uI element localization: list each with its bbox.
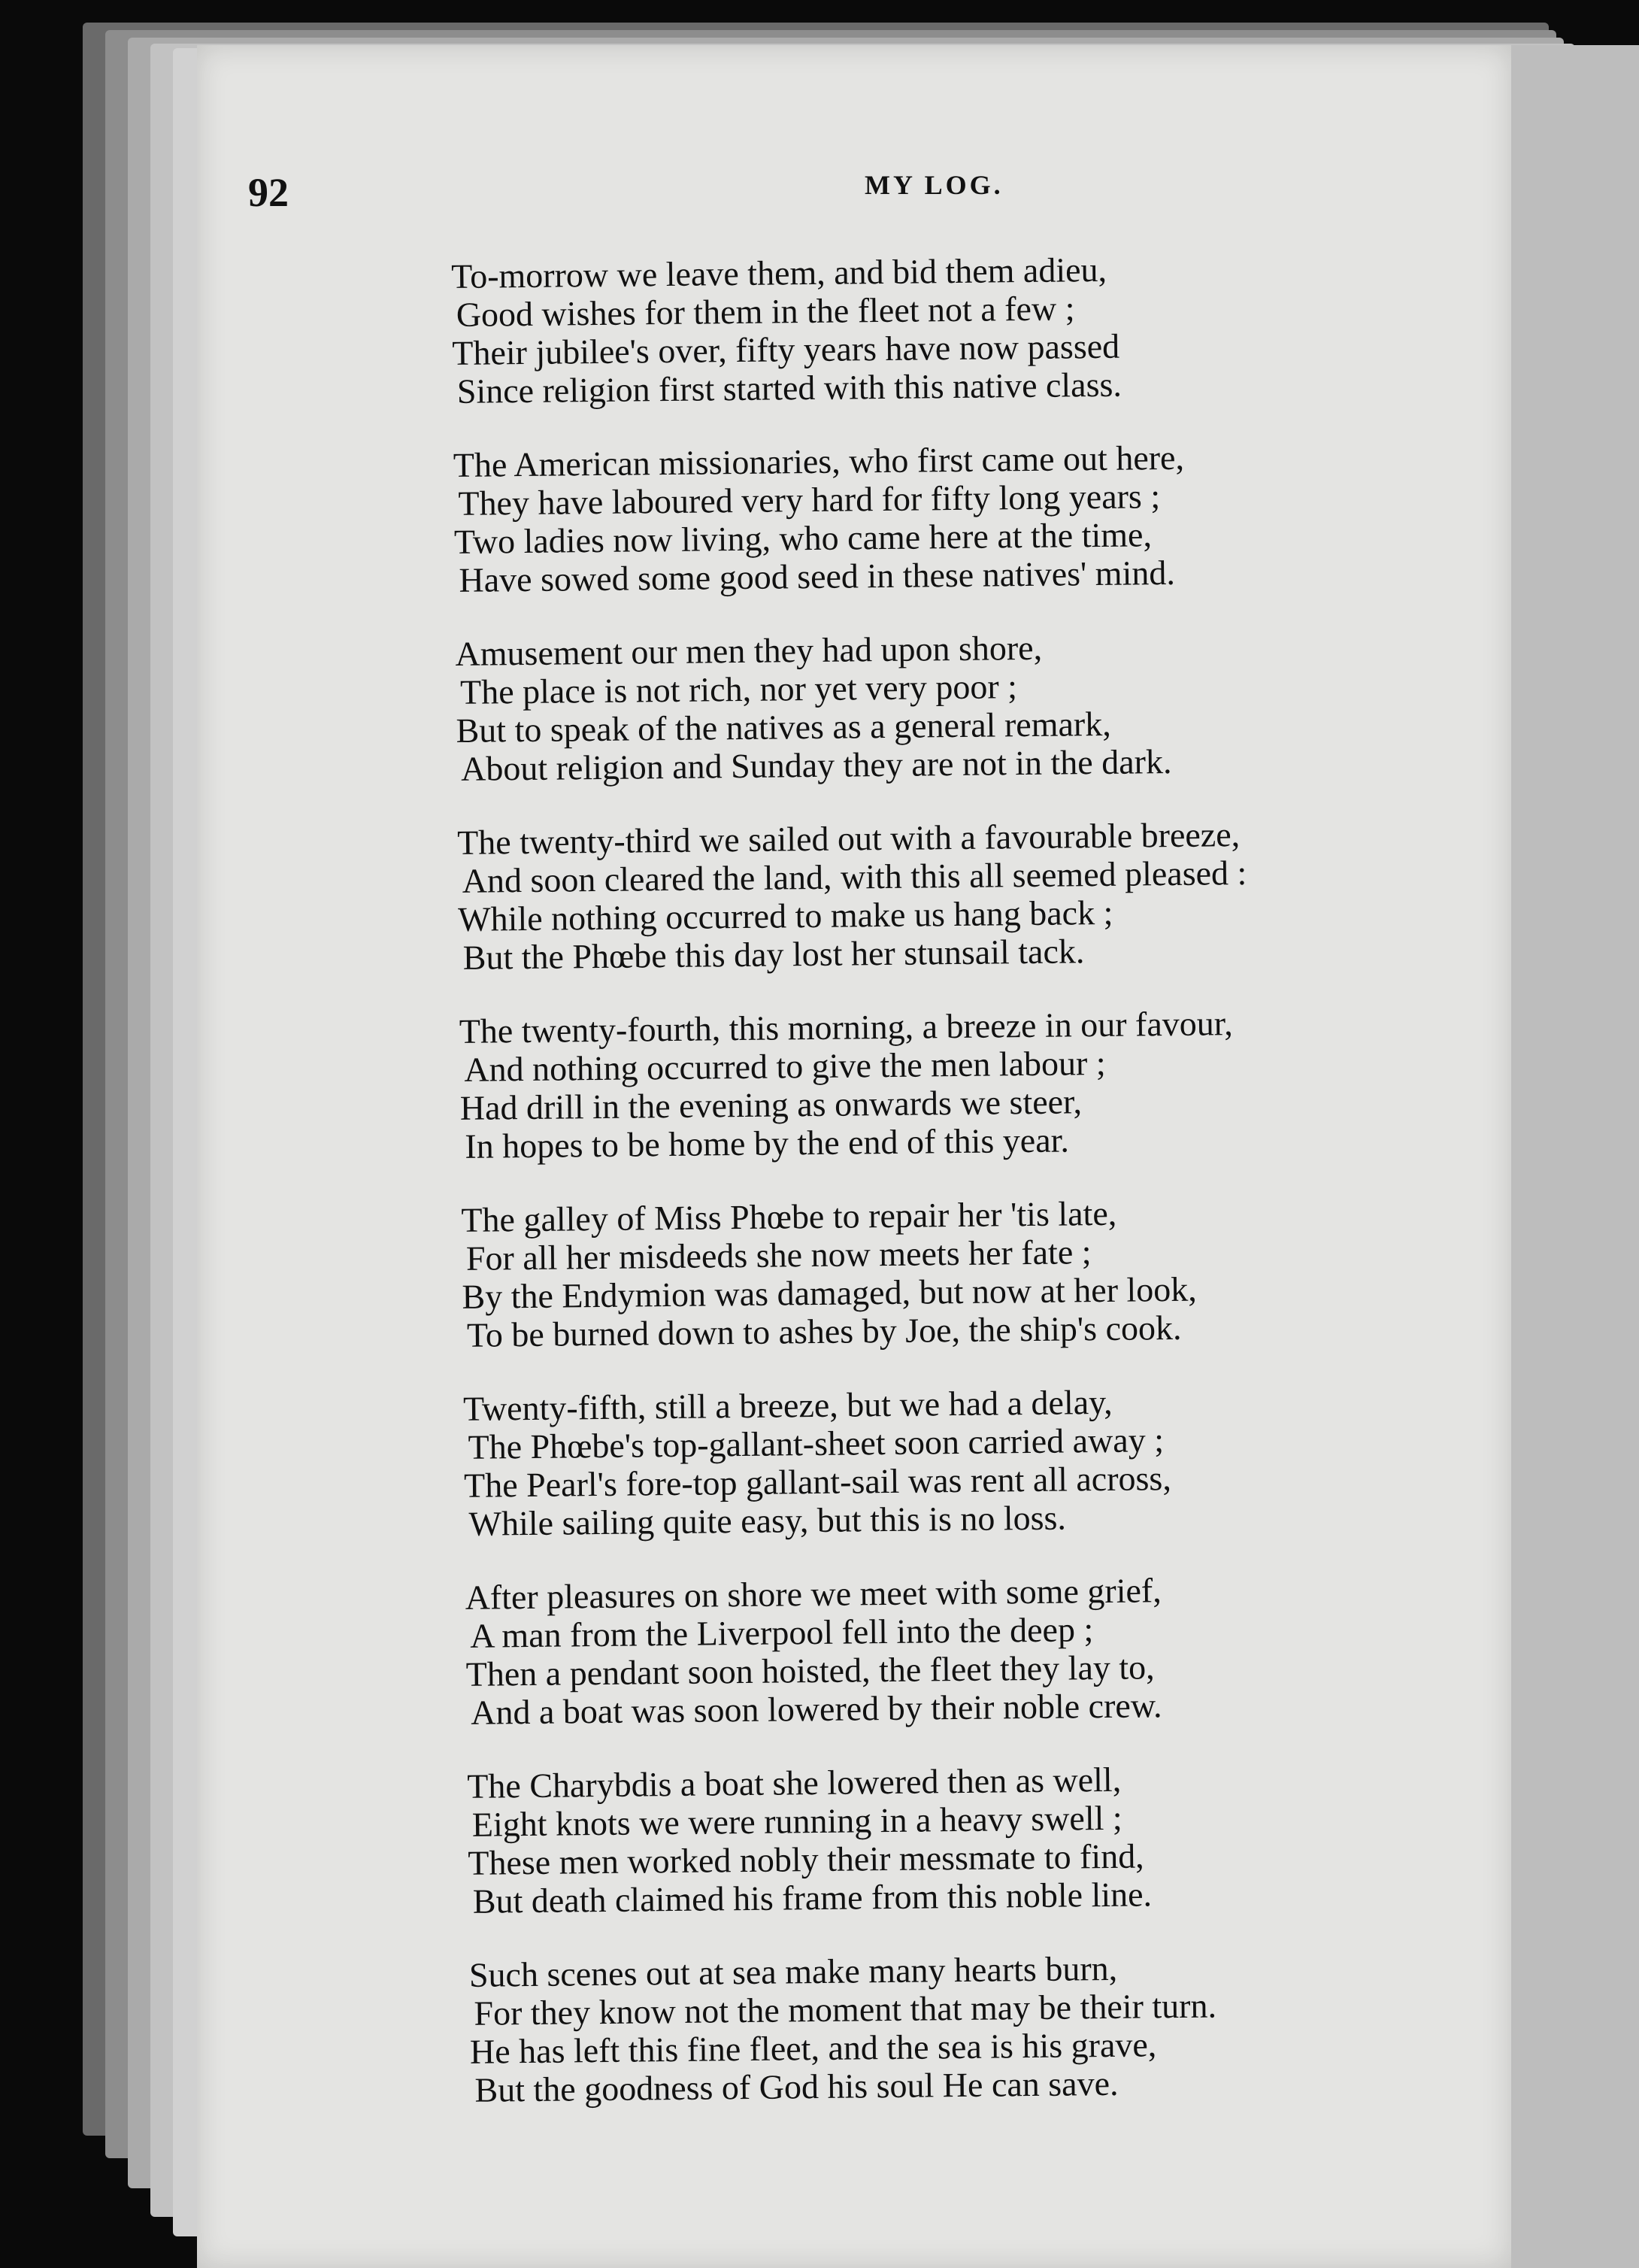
poem-line: Had drill in the evening as onwards we steer,: [459, 1082, 1083, 1127]
poem-line: These men worked nobly their messmate to find,: [468, 1836, 1144, 1882]
poem-line: The place is not rich, nor yet very poor ;: [459, 667, 1018, 711]
poem-line: Amusement our men they had upon shore,: [455, 628, 1043, 673]
page-number: 92: [248, 170, 289, 215]
poem-line: About religion and Sunday they are not in the dark.: [460, 742, 1172, 788]
poem-line: The twenty-fourth, this morning, a breeze in our favour,: [459, 1004, 1234, 1051]
facing-page-edge: [1511, 45, 1639, 2268]
poem-line: The American missionaries, who first came out here,: [453, 438, 1185, 484]
poem-line: While sailing quite easy, but this is no loss.: [468, 1498, 1067, 1543]
poem-line: Twenty-fifth, still a breeze, but we had a delay,: [462, 1382, 1113, 1428]
poem-line: Then a pendant soon hoisted, the fleet they lay to,: [465, 1648, 1155, 1693]
stanza: [453, 435, 1492, 599]
stanza: [457, 813, 1496, 977]
poem-line: After pleasures on shore we meet with some grief,: [465, 1571, 1162, 1617]
poem-line: But the goodness of God his soul He can save.: [474, 2063, 1119, 2109]
poem-line: Their jubilee's over, fifty years have now passed: [452, 326, 1120, 372]
poem-line: But death claimed his frame from this noble line.: [472, 1875, 1153, 1921]
poem-line: For all her misdeeds she now meets her fate ;: [465, 1233, 1092, 1278]
poem-line: He has left this fine fleet, and the sea is his grave,: [469, 2025, 1157, 2071]
poem-line: And nothing occurred to give the men labour ;: [464, 1043, 1106, 1089]
poem-line: The galley of Miss Phœbe to repair her 'tis late,: [461, 1193, 1117, 1239]
poem-line: For they know not the moment that may be their turn.: [474, 1986, 1217, 2033]
poem-line: Two ladies now living, who came here at the time,: [453, 515, 1153, 561]
poem-line: Since religion first started with this native class.: [456, 365, 1122, 411]
poem-line: But the Phœbe this day lost her stunsail tack.: [462, 932, 1085, 977]
stanza: [459, 1001, 1498, 1165]
poem-line: Eight knots we were running in a heavy swell ;: [471, 1798, 1122, 1844]
poem-line: The Pearl's fore-top gallant-sail was rent all across,: [463, 1459, 1172, 1505]
stanza: [461, 1190, 1500, 1354]
running-title: MY LOG.: [865, 170, 1004, 200]
stanza: [451, 247, 1490, 411]
stanza: [469, 1945, 1508, 2109]
poem-line: By the Endymion was damaged, but now at her look,: [462, 1269, 1198, 1316]
poem-line: To-morrow we leave them, and bid them adieu,: [451, 250, 1107, 296]
poem-line: To be burned down to ashes by Joe, the ship's cook.: [466, 1308, 1182, 1354]
stanza: [455, 624, 1494, 788]
poem-line: Good wishes for them in the fleet not a few ;: [456, 289, 1075, 334]
poem-line: A man from the Liverpool fell into the deep ;: [469, 1610, 1094, 1655]
poem-line: And a boat was soon lowered by their noble crew.: [471, 1686, 1162, 1732]
stanza: [465, 1567, 1504, 1731]
page-header: [248, 169, 1225, 237]
poem-body: [451, 247, 1508, 2145]
poem-line: The twenty-third we sailed out with a favourable breeze,: [456, 815, 1241, 862]
stanza: [463, 1378, 1502, 1542]
poem-line: Such scenes out at sea make many hearts burn,: [468, 1948, 1118, 1994]
poem-line: They have laboured very hard for fifty long years ;: [458, 477, 1161, 523]
stanza: [467, 1756, 1506, 1920]
poem-line: In hopes to be home by the end of this year.: [465, 1120, 1070, 1166]
poem-line: The Charybdis a boat she lowered then as well,: [467, 1760, 1122, 1806]
poem-line: But to speak of the natives as a general remark,: [456, 704, 1111, 750]
poem-line: And soon cleared the land, with this all seemed pleased :: [462, 853, 1247, 900]
poem-line: While nothing occurred to make us hang back ;: [457, 893, 1113, 938]
poem-line: The Phœbe's top-gallant-sheet soon carried away ;: [468, 1421, 1165, 1466]
poem-line: Have sowed some good seed in these natives' mind.: [459, 553, 1176, 599]
